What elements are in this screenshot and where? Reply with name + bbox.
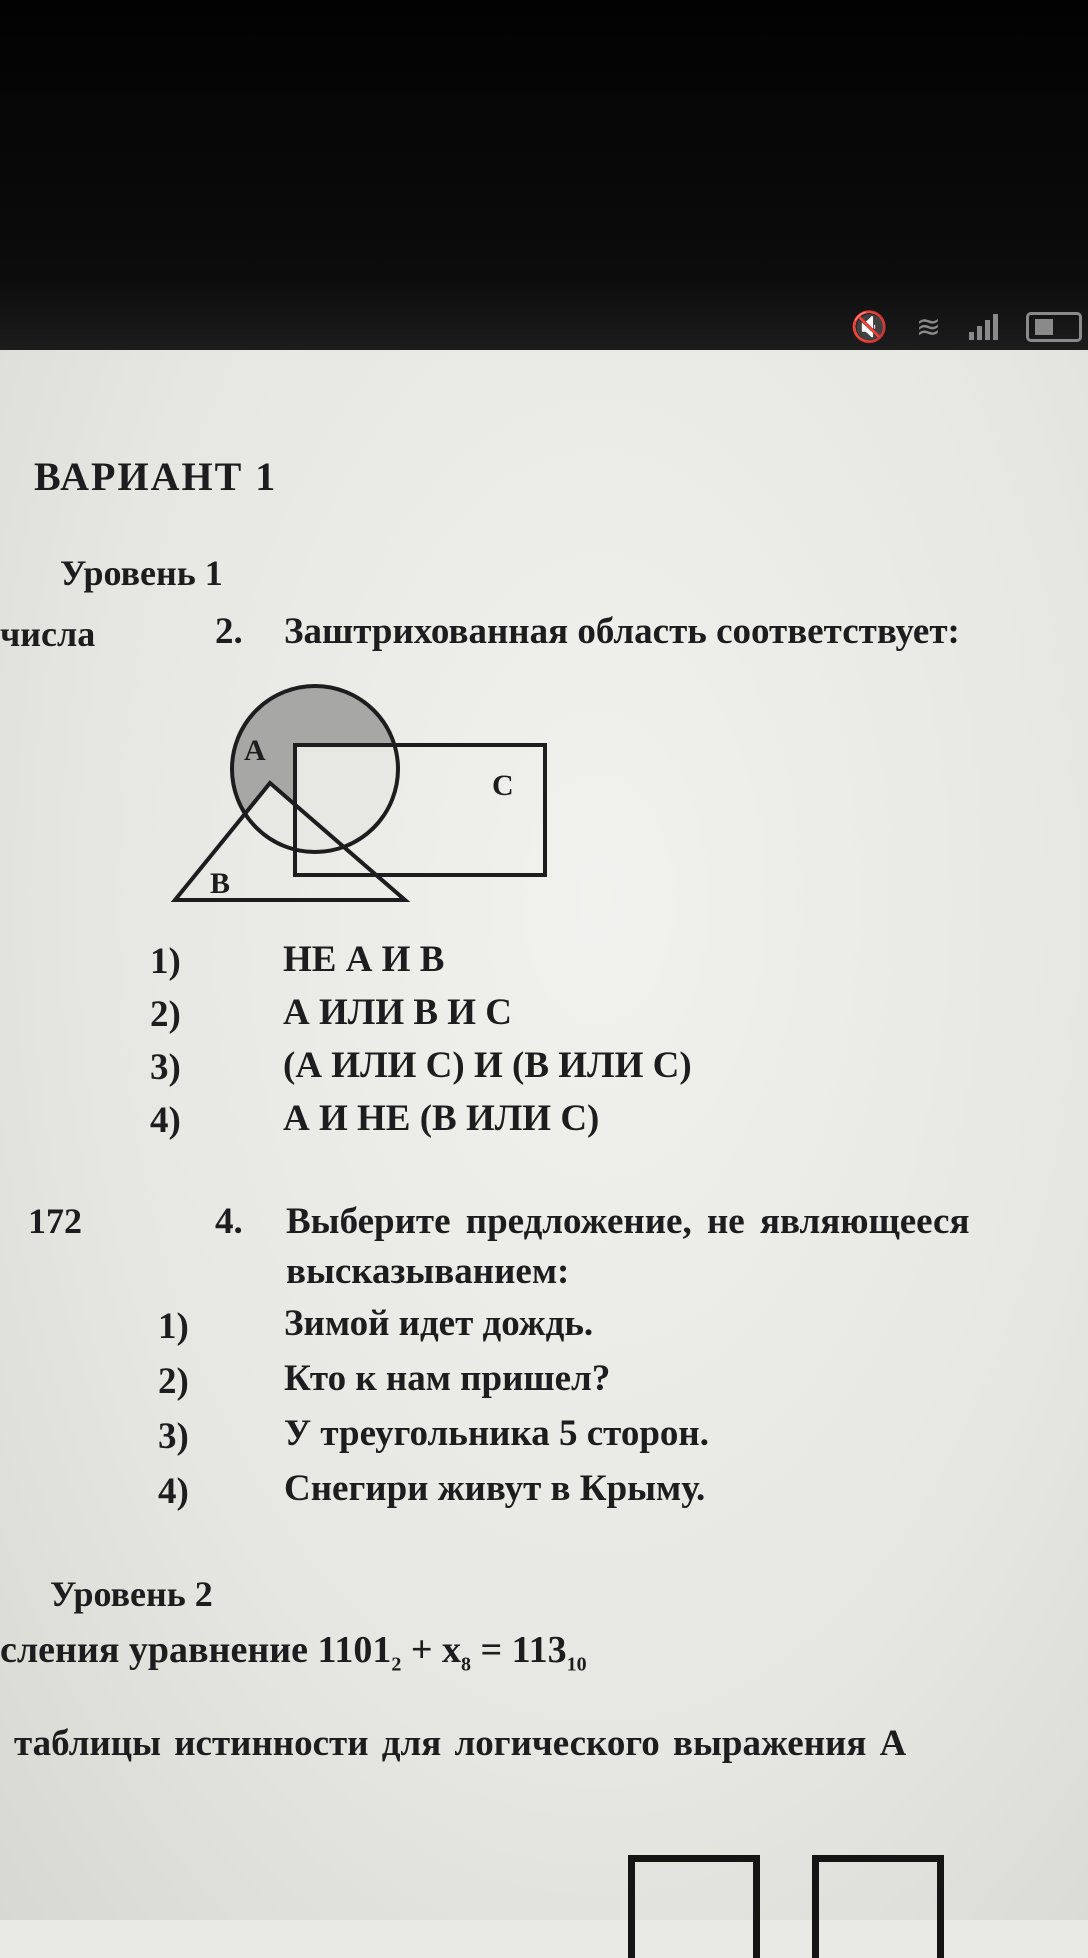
battery-icon — [1026, 312, 1082, 342]
level2-title: Уровень 2 — [50, 1573, 213, 1615]
variant-title: ВАРИАНТ 1 — [34, 453, 277, 500]
equation-end: = 113 — [471, 1629, 567, 1671]
equation-sub-base2: 2 — [391, 1654, 401, 1676]
label-a: А — [244, 734, 266, 767]
signal-icon — [969, 314, 998, 340]
q2-option-2-number: 2) — [150, 993, 181, 1036]
muted-speaker-icon: 🔇 — [851, 310, 888, 345]
equation-mid: + x — [401, 1629, 461, 1671]
q2-option-2-text: А ИЛИ В И С — [283, 991, 512, 1034]
q2-option-1-text: НЕ А И В — [283, 938, 444, 981]
dark-top-area — [0, 0, 1088, 350]
question2-number: 2. — [215, 610, 243, 653]
rect-overlap-clear — [295, 745, 545, 875]
q2-option-4-number: 4) — [150, 1099, 181, 1142]
equation-sub-base10: 10 — [567, 1654, 587, 1676]
label-b: В — [210, 867, 230, 900]
left-fragment-numbers: числа — [0, 613, 95, 655]
textbook-page — [0, 350, 1088, 1920]
question4-number: 4. — [215, 1200, 243, 1243]
answer-box — [812, 1855, 944, 1958]
wifi-icon: ≋ — [916, 310, 941, 345]
answer-boxes — [628, 1855, 944, 1958]
truth-table-line: таблицы истинности для логического выражения А — [14, 1722, 906, 1765]
question2-text: Заштрихованная область соответствует: — [284, 610, 960, 653]
q2-option-1-number: 1) — [150, 940, 181, 983]
answer-box — [628, 1855, 760, 1958]
q2-option-4-text: А И НЕ (В ИЛИ С) — [283, 1097, 599, 1140]
q4-option-4-text: Снегири живут в Крыму. — [284, 1467, 705, 1510]
q4-option-3-text: У треугольника 5 сторон. — [284, 1412, 709, 1455]
question4-line1: Выберите предложение, не являющееся — [286, 1200, 969, 1243]
equation-prefix: сления уравнение 1101 — [0, 1629, 391, 1671]
q4-option-3-number: 3) — [158, 1415, 189, 1458]
q4-option-1-number: 1) — [158, 1305, 189, 1348]
label-c: С — [492, 769, 514, 802]
venn-diagram — [170, 675, 550, 965]
q2-option-3-text: (А ИЛИ С) И (В ИЛИ С) — [283, 1044, 692, 1087]
question4-line2: высказыванием: — [286, 1250, 569, 1293]
q2-option-3-number: 3) — [150, 1046, 181, 1089]
equation-sub-base8: 8 — [461, 1654, 471, 1676]
q4-option-4-number: 4) — [158, 1470, 189, 1513]
level1-title: Уровень 1 — [60, 552, 223, 594]
q4-option-2-text: Кто к нам пришел? — [284, 1357, 610, 1400]
q4-option-1-text: Зимой идет дождь. — [284, 1302, 593, 1345]
equation-line — [0, 1628, 587, 1677]
left-fragment-172: 172 — [28, 1200, 82, 1242]
q4-option-2-number: 2) — [158, 1360, 189, 1403]
status-bar — [851, 305, 1088, 349]
